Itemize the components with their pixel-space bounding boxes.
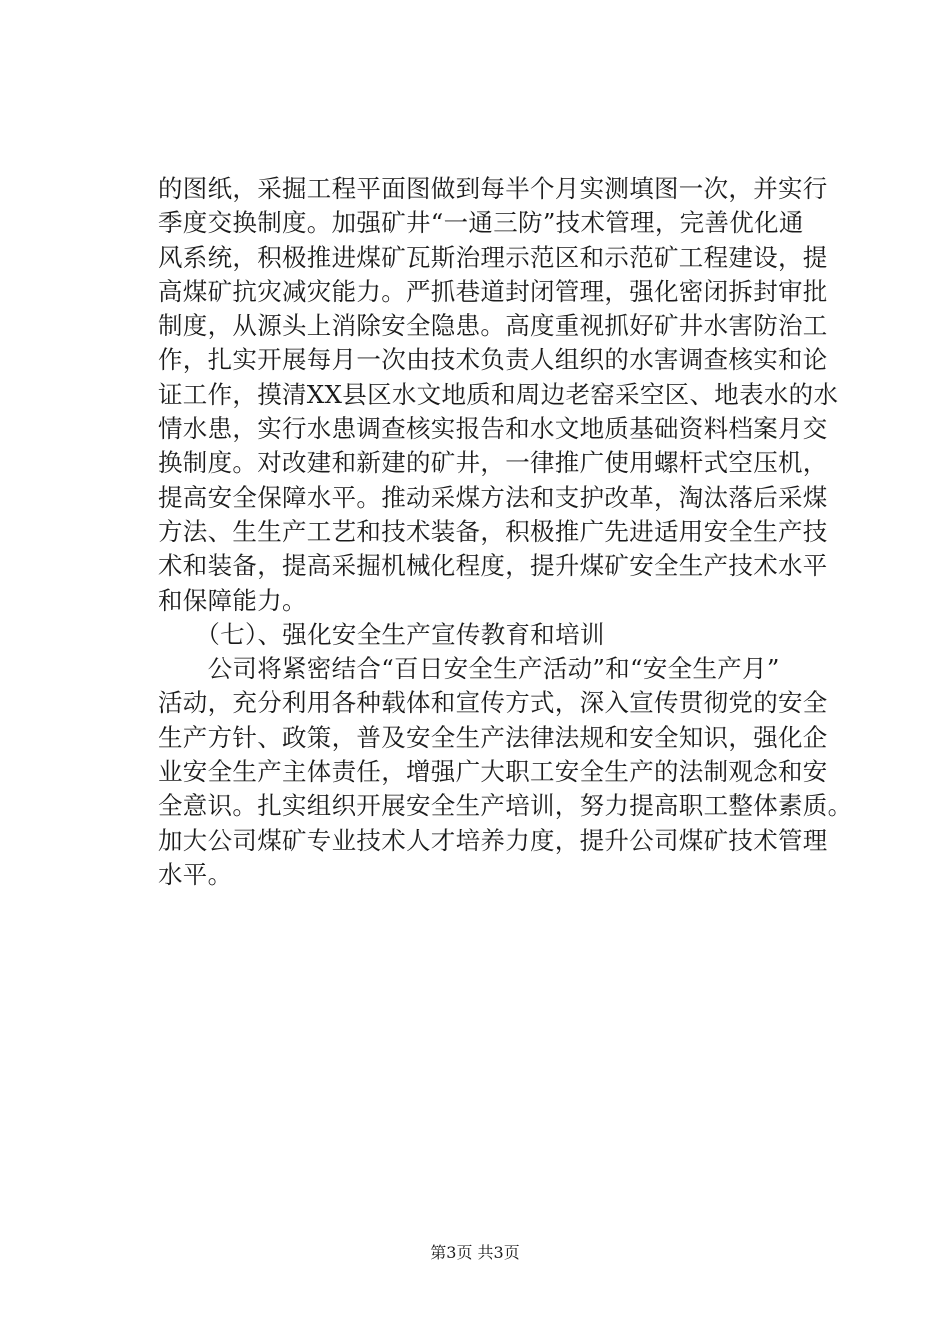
text-line: 换制度。对改建和新建的矿井，一律推广使用螺杆式空压机， <box>158 448 828 478</box>
page-number-footer: 第3页 共3页 <box>430 1243 520 1262</box>
text-line: 术和装备，提高采掘机械化程度，提升煤矿安全生产技术水平 <box>158 551 828 581</box>
text-line: 生产方针、政策，普及安全生产法律法规和安全知识，强化企 <box>158 722 828 752</box>
text-line: 提高安全保障水平。推动采煤方法和支护改革，淘汰落后采煤 <box>158 482 828 512</box>
text-line: 季度交换制度。加强矿井“一通三防”技术管理，完善优化通 <box>158 208 804 238</box>
section-heading: （七）、强化安全生产宣传教育和培训 <box>158 619 605 649</box>
text-line: 活动，充分利用各种载体和宣传方式，深入宣传贯彻党的安全 <box>158 688 828 718</box>
body-text <box>158 172 853 892</box>
text-line: 和保障能力。 <box>158 585 307 615</box>
text-line: 方法、生生产工艺和技术装备，积极推广先进适用安全生产技 <box>158 516 828 546</box>
text-line: 全意识。扎实组织开展安全生产培训，努力提高职工整体素质。 <box>158 791 853 821</box>
text-line: 业安全生产主体责任，增强广大职工安全生产的法制观念和安 <box>158 757 828 787</box>
text-line: 风系统，积极推进煤矿瓦斯治理示范区和示范矿工程建设，提 <box>158 242 828 272</box>
text-line: 公司将紧密结合“百日安全生产活动”和“安全生产月” <box>158 654 780 684</box>
text-line: 情水患，实行水患调查核实报告和水文地质基础资料档案月交 <box>158 414 828 444</box>
text-line: 证工作，摸清XX县区水文地质和周边老窑采空区、地表水的水 <box>158 379 839 409</box>
text-line: 作，扎实开展每月一次由技术负责人组织的水害调查核实和论 <box>158 345 828 375</box>
text-line: 高煤矿抗灾减灾能力。严抓巷道封闭管理，强化密闭拆封审批 <box>158 276 828 306</box>
text-line: 制度，从源头上消除安全隐患。高度重视抓好矿井水害防治工 <box>158 311 828 341</box>
text-line: 水平。 <box>158 859 233 889</box>
text-line: 加大公司煤矿专业技术人才培养力度，提升公司煤矿技术管理 <box>158 825 828 855</box>
text-line: 的图纸，采掘工程平面图做到每半个月实测填图一次，并实行 <box>158 174 828 203</box>
